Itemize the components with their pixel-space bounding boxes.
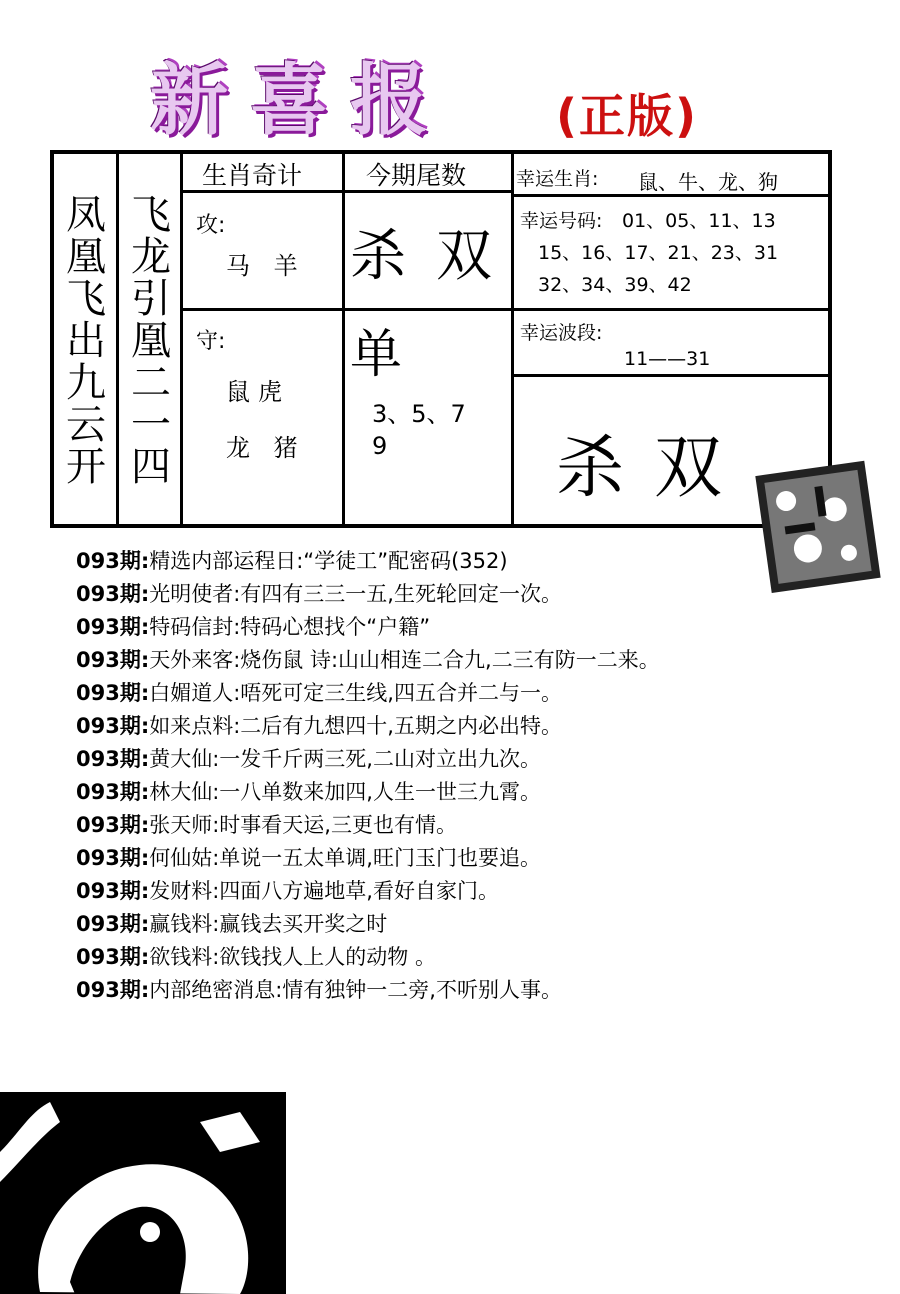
issue-number: 093期: — [76, 615, 150, 639]
info-grid — [50, 150, 832, 528]
kill-label-1: 杀双 — [350, 224, 522, 289]
line-text: 张天师:时事看天运,三更也有情。 — [149, 813, 457, 837]
prediction-list — [76, 545, 660, 1007]
issue-number: 093期: — [76, 945, 150, 969]
single-label: 单 — [350, 325, 433, 385]
line-text: 何仙姑:单说一五太单调,旺门玉门也要追。 — [149, 846, 541, 870]
issue-number: 093期: — [76, 813, 150, 837]
issue-number: 093期: — [76, 846, 150, 870]
attack-label: 攻: — [196, 213, 226, 238]
list-item — [76, 644, 660, 677]
lucky-zodiac-value: 鼠、牛、龙、狗 — [638, 170, 778, 194]
line-text: 精选内部运程日:“学徒工”配密码(352) — [149, 549, 508, 573]
list-item — [76, 875, 660, 908]
list-item — [76, 842, 660, 875]
list-item — [76, 908, 660, 941]
lucky-numbers-row2: 15、16、17、21、23、31 — [538, 242, 779, 264]
issue-number: 093期: — [76, 978, 150, 1002]
issue-number: 093期: — [76, 879, 150, 903]
line-text: 黄大仙:一发千斤两三死,二山对立出九次。 — [149, 747, 541, 771]
list-item — [76, 776, 660, 809]
bw-photo-graphic — [0, 1092, 286, 1294]
newspaper-title: 新喜报 — [150, 56, 451, 146]
header-zodiac: 生肖奇计 — [202, 161, 303, 190]
issue-number: 093期: — [76, 912, 150, 936]
edition-label: (正版) — [556, 89, 699, 143]
issue-number: 093期: — [76, 582, 150, 606]
header-tail: 今期尾数 — [366, 161, 467, 190]
line-text: 林大仙:一八单数来加四,人生一世三九霄。 — [149, 780, 541, 804]
lucky-numbers-row1: 01、05、11、13 — [622, 210, 776, 232]
line-text: 欲钱料:欲钱找人上人的动物 。 — [149, 945, 436, 969]
list-item — [76, 941, 660, 974]
defend-label: 守: — [196, 329, 226, 354]
list-item — [76, 809, 660, 842]
issue-number: 093期: — [76, 648, 150, 672]
lucky-wave-label: 幸运波段: — [520, 322, 603, 344]
list-item — [76, 545, 660, 578]
line-text: 白媚道人:唔死可定三生线,四五合并二与一。 — [149, 681, 562, 705]
list-item — [76, 611, 660, 644]
list-item — [76, 710, 660, 743]
lucky-numbers-label: 幸运号码: — [520, 210, 603, 232]
issue-number: 093期: — [76, 780, 150, 804]
issue-number: 093期: — [76, 747, 150, 771]
list-item — [76, 677, 660, 710]
issue-number: 093期: — [76, 714, 150, 738]
list-item — [76, 578, 660, 611]
slogan-vertical-2: 飞龙引凰二一四 — [131, 192, 171, 490]
kill-label-2: 杀双 — [556, 429, 753, 508]
issue-number: 093期: — [76, 681, 150, 705]
list-item — [76, 974, 660, 1007]
line-text: 内部绝密消息:情有独钟一二旁,不听别人事。 — [149, 978, 562, 1002]
lucky-numbers-row3: 32、34、39、42 — [538, 274, 692, 296]
attack-values: 马 羊 — [226, 252, 306, 280]
line-text: 如来点料:二后有九想四十,五期之内必出特。 — [149, 714, 562, 738]
lucky-zodiac-label: 幸运生肖: — [516, 168, 599, 190]
line-text: 光明使者:有四有三三一五,生死轮回定一次。 — [149, 582, 562, 606]
issue-number: 093期: — [76, 549, 150, 573]
single-numbers-2: 9 — [372, 432, 388, 460]
stamp-seal-graphic — [745, 452, 890, 602]
defend-values-1: 鼠虎 — [226, 378, 290, 406]
slogan-vertical-1: 凤凰飞出九云开 — [66, 192, 106, 490]
defend-values-2: 龙 猪 — [226, 434, 306, 462]
line-text: 特码信封:特码心想找个“户籍” — [149, 615, 431, 639]
list-item — [76, 743, 660, 776]
lucky-wave-value: 11——31 — [624, 348, 711, 370]
line-text: 天外来客:烧伤鼠 诗:山山相连二合九,二三有防一二来。 — [149, 648, 660, 672]
line-text: 发财料:四面八方遍地草,看好自家门。 — [149, 879, 499, 903]
line-text: 赢钱料:赢钱去买开奖之时 — [149, 912, 388, 936]
single-numbers-1: 3、5、7 — [372, 400, 466, 428]
